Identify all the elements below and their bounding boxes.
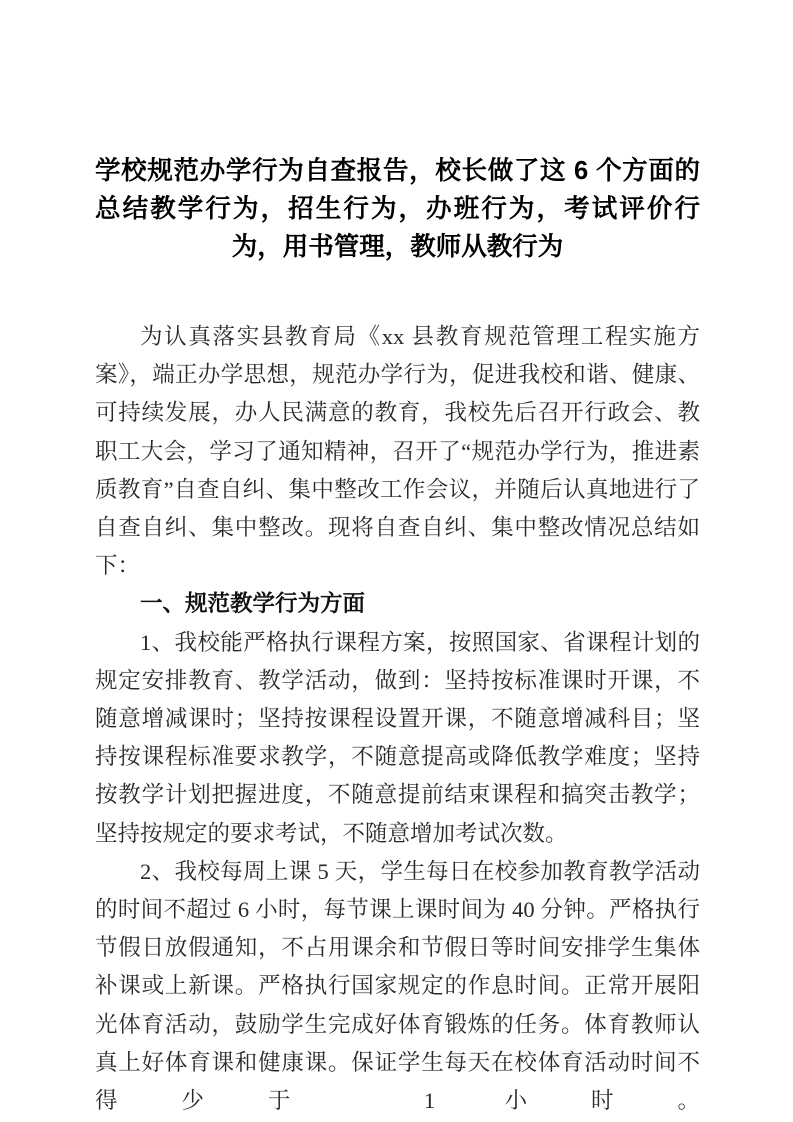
page-title: 学校规范办学行为自查报告，校长做了这 6 个方面的总结教学行为，招生行为，办班行为，考试评价行为，用书管理，教师从教行为	[95, 157, 700, 261]
page-content-column	[95, 0, 700, 1120]
section-heading-1: 一、规范教学行为方面	[140, 591, 366, 617]
intro-paragraph: 为认真落实县教育局《xx 县教育规范管理工程实施方案》，端正办学思想，规范办学行为，促进我校和谐、健康、可持续发展，办人民满意的教育，我校先后召开行政会、教职工大会，学习了通知精神，召开了“规范办学行为，推进素质教育”自查自纠、集中整改工作会议，并随后认真地进行了自查自纠、集中整改。现将自查自纠、集中整改情况总结如下：	[95, 324, 700, 579]
item-1-paragraph: 1、我校能严格执行课程方案，按照国家、省课程计划的规定安排教育、教学活动，做到：坚持按标准课时开课，不随意增减课时；坚持按课程设置开课，不随意增减科目；坚持按课程标准要求教学，不随意提高或降低教学难度；坚持按教学计划把握进度，不随意提前结束课程和搞突击教学；坚持按规定的要求考试，不随意增加考试次数。	[95, 629, 700, 846]
item-2-paragraph: 2、我校每周上课 5 天，学生每日在校参加教育教学活动的时间不超过 6 小时，每节课上课时间为 40 分钟。严格执行节假日放假通知，不占用课余和节假日等时间安排学生集体补课或上新课。严格执行国家规定的作息时间。正常开展阳光体育活动，鼓励学生完成好体育锻炼的任务。体育教师认真上好体育课和健康课。保证学生每天在校体育活动时间不得少于 1 小时。	[95, 858, 700, 1114]
